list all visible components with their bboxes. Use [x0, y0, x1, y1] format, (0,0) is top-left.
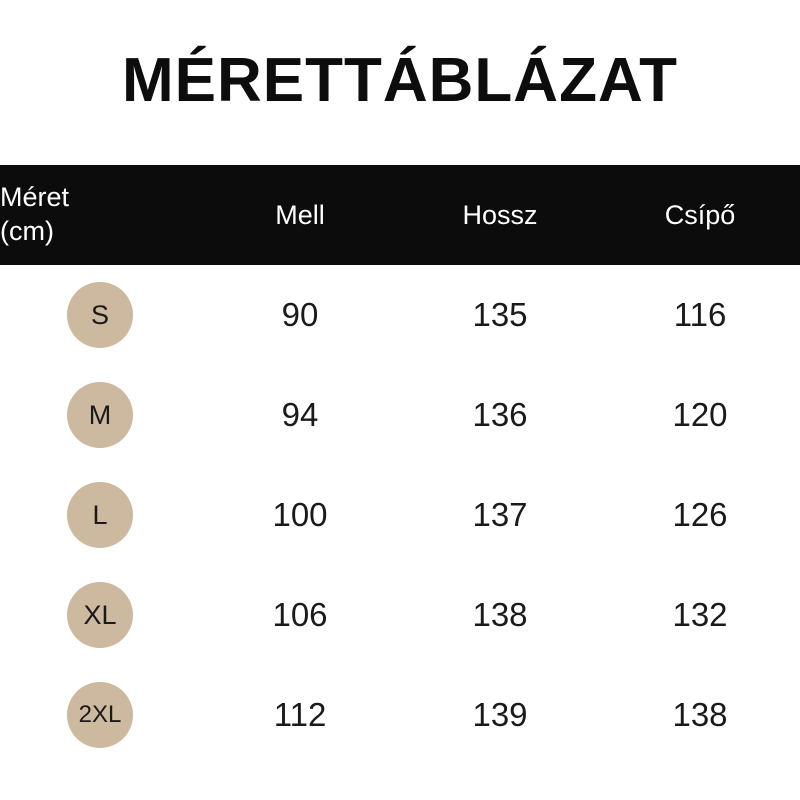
column-header-chest: Mell [200, 165, 400, 265]
hip-value: 132 [600, 565, 800, 665]
size-badge: S [67, 282, 133, 348]
size-badge: M [67, 382, 133, 448]
table-row [0, 265, 800, 365]
table-header-row [0, 165, 800, 265]
table-header [0, 165, 800, 265]
column-header-size [0, 165, 200, 265]
hip-value: 116 [600, 265, 800, 365]
hip-value: 138 [600, 665, 800, 765]
chest-value: 112 [200, 665, 400, 765]
page-title: MÉRETTÁBLÁZAT [122, 46, 678, 115]
column-header-size-unit: (cm) [0, 216, 54, 247]
chest-value: 90 [200, 265, 400, 365]
length-value: 137 [400, 465, 600, 565]
size-cell [0, 465, 200, 565]
size-badge: 2XL [67, 682, 133, 748]
column-header-hip: Csípő [600, 165, 800, 265]
size-cell [0, 265, 200, 365]
table-body [0, 265, 800, 765]
hip-value: 120 [600, 365, 800, 465]
table-row [0, 565, 800, 665]
chest-value: 94 [200, 365, 400, 465]
size-cell [0, 665, 200, 765]
table-row [0, 365, 800, 465]
size-cell [0, 365, 200, 465]
length-value: 139 [400, 665, 600, 765]
hip-value: 126 [600, 465, 800, 565]
size-table [0, 165, 800, 765]
column-header-size-main: Méret [0, 182, 70, 213]
column-header-length: Hossz [400, 165, 600, 265]
size-badge: L [67, 482, 133, 548]
length-value: 135 [400, 265, 600, 365]
length-value: 138 [400, 565, 600, 665]
chest-value: 100 [200, 465, 400, 565]
table-row [0, 465, 800, 565]
size-cell [0, 565, 200, 665]
chest-value: 106 [200, 565, 400, 665]
size-table-container [0, 165, 800, 765]
table-row [0, 665, 800, 765]
size-badge: XL [67, 582, 133, 648]
length-value: 136 [400, 365, 600, 465]
